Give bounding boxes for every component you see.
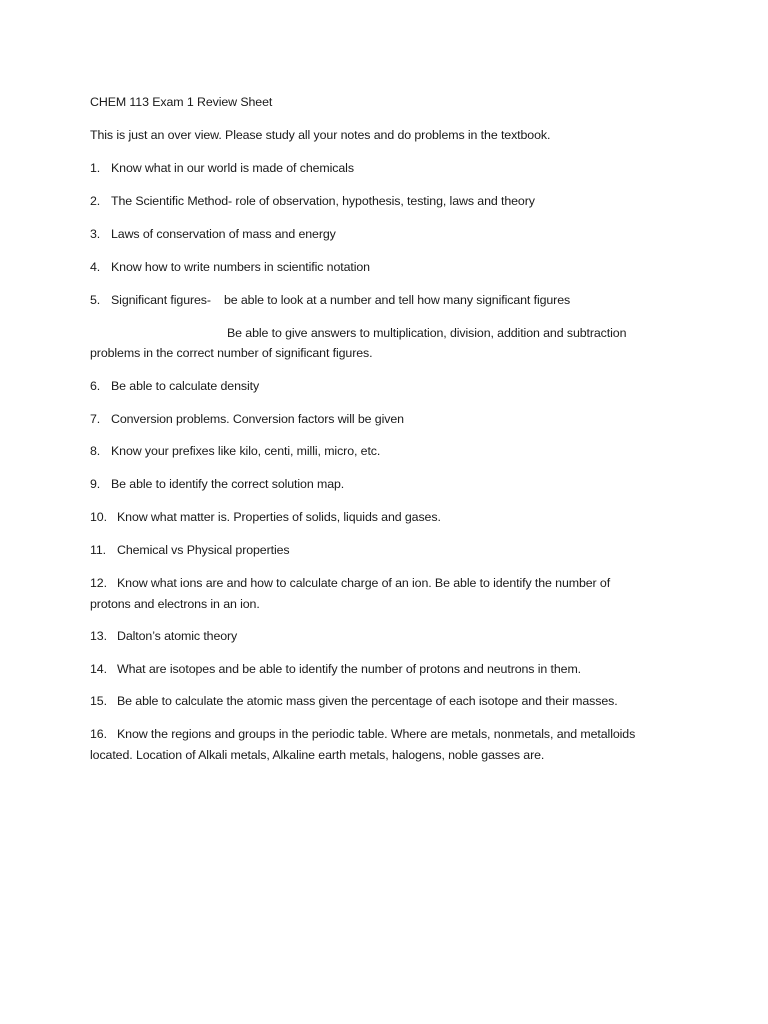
item-number: 11. [90, 543, 107, 557]
item-text: Know what in our world is made of chemicals [111, 161, 354, 175]
list-item [90, 626, 680, 646]
item-number: 3. [90, 227, 101, 241]
list-item [90, 474, 680, 494]
item-number: 15. [90, 694, 107, 708]
item-number: 8. [90, 444, 101, 458]
list-item [90, 191, 680, 211]
item-text: Significant figures- [111, 293, 211, 307]
item-number: 14. [90, 662, 107, 676]
item-number: 10. [90, 510, 107, 524]
list-item-continuation: protons and electrons in an ion. [90, 597, 260, 611]
item-text: What are isotopes and be able to identify the number of protons and neutrons in them. [117, 662, 582, 676]
list-item [90, 158, 680, 178]
intro-text: This is just an over view. Please study all your notes and do problems in the textbook. [90, 128, 551, 142]
item-number: 13. [90, 629, 107, 643]
item-number: 1. [90, 161, 101, 175]
list-item [90, 507, 680, 527]
item-text: Know what ions are and how to calculate charge of an ion. Be able to identify the number of [117, 576, 611, 590]
list-item [90, 724, 680, 744]
list-item-continuation [90, 323, 680, 343]
list-item-continuation: problems in the correct number of significant figures. [90, 346, 373, 360]
list-item [90, 659, 680, 679]
document-title: CHEM 113 Exam 1 Review Sheet [90, 95, 273, 109]
list-item [90, 441, 680, 461]
item-text: Know the regions and groups in the periodic table. Where are metals, nonmetals, and metalloids [117, 727, 636, 741]
list-item [90, 691, 680, 711]
item-number: 2. [90, 194, 101, 208]
list-item [90, 376, 680, 396]
item-number: 9. [90, 477, 101, 491]
item-text: Dalton’s atomic theory [117, 629, 238, 643]
item-text: Chemical vs Physical properties [117, 543, 290, 557]
list-item-continuation: located. Location of Alkali metals, Alkaline earth metals, halogens, noble gasses are. [90, 748, 545, 762]
item-text: Know how to write numbers in scientific notation [111, 260, 370, 274]
list-item [90, 290, 680, 310]
item-number: 7. [90, 412, 101, 426]
item-text: The Scientific Method- role of observation, hypothesis, testing, laws and theory [111, 194, 535, 208]
item-text: Be able to calculate the atomic mass given the percentage of each isotope and their masses. [117, 694, 618, 708]
item-text: Be able to calculate density [111, 379, 260, 393]
item-number: 16. [90, 727, 107, 741]
list-item [90, 573, 680, 593]
item-text: Be able to identify the correct solution map. [111, 477, 345, 491]
list-item [90, 540, 680, 560]
item-number: 12. [90, 576, 107, 590]
item-text: Laws of conservation of mass and energy [111, 227, 336, 241]
list-item [90, 409, 680, 429]
item-text-continued: Be able to give answers to multiplication, division, addition and subtraction [227, 326, 627, 340]
item-text: Know your prefixes like kilo, centi, milli, micro, etc. [111, 444, 381, 458]
item-number: 4. [90, 260, 101, 274]
item-text-continued: be able to look at a number and tell how many significant figures [223, 293, 571, 307]
list-item [90, 257, 680, 277]
item-text: Know what matter is. Properties of solids, liquids and gases. [117, 510, 441, 524]
item-number: 5. [90, 293, 101, 307]
list-item [90, 224, 680, 244]
item-text: Conversion problems. Conversion factors will be given [111, 412, 404, 426]
item-number: 6. [90, 379, 101, 393]
